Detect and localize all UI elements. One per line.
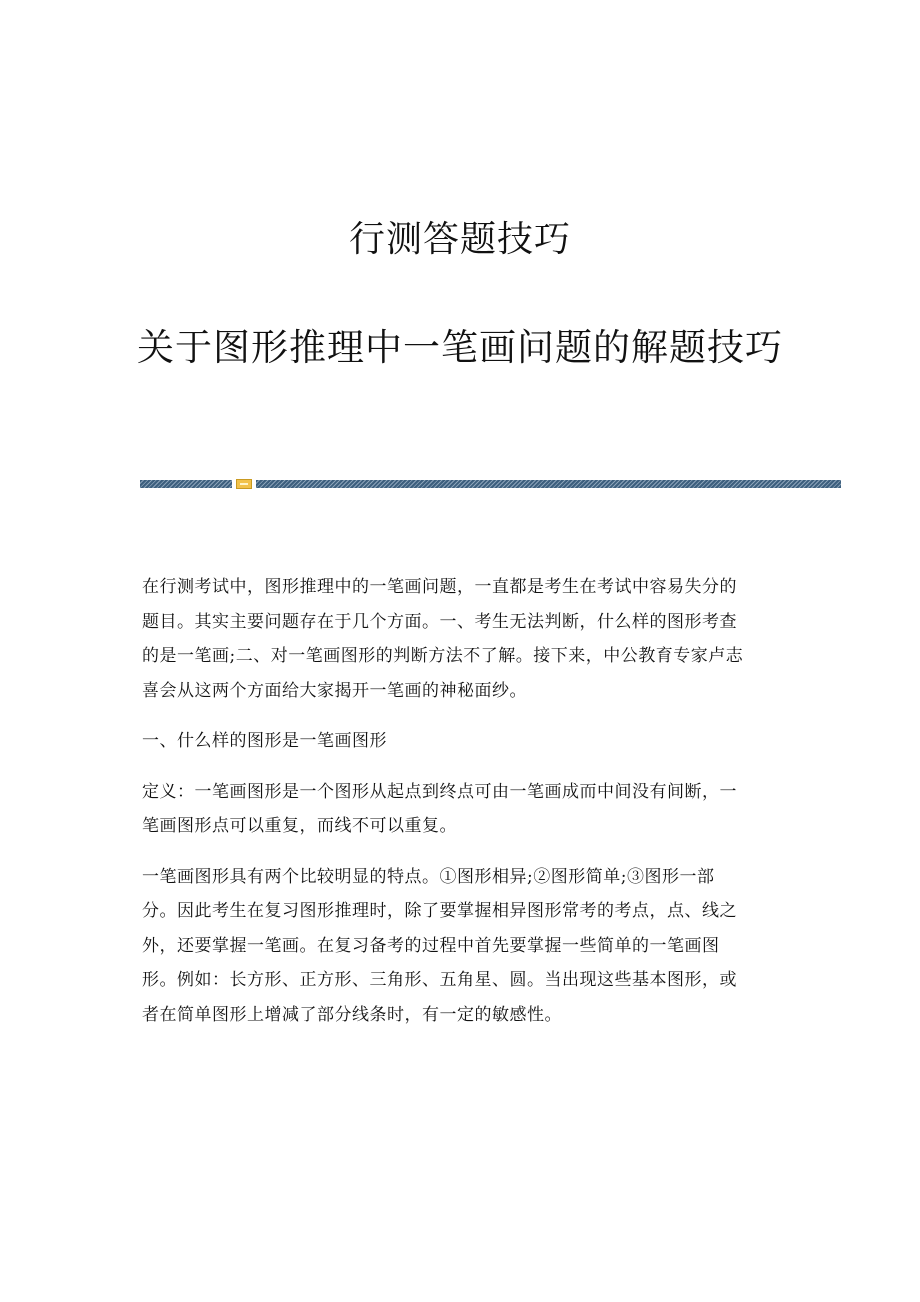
section-divider bbox=[140, 479, 841, 489]
paragraph-intro bbox=[142, 570, 774, 708]
paragraph-line: 定义：一笔画图形是一个图形从起点到终点可由一笔画成而中间没有间断，一 bbox=[142, 781, 737, 802]
paragraph-line: 分。因此考生在复习图形推理时，除了要掌握相异图形常考的考点，点、线之 bbox=[142, 901, 737, 921]
paragraph-line: 外，还要掌握一笔画。在复习备考的过程中首先要掌握一些简单的一笔画图 bbox=[142, 935, 720, 956]
paragraph-line: 一笔画图形具有两个比较明显的特点。①图形相异;②图形简单;③图形一部 bbox=[142, 866, 715, 887]
document-subtitle: 关于图形推理中一笔画问题的解题技巧 bbox=[137, 326, 783, 369]
paragraph-line: 形。例如：长方形、正方形、三角形、五角星、圆。当出现这些基本图形，或 bbox=[142, 970, 737, 990]
paragraph-definition bbox=[142, 775, 774, 844]
paragraph-line: 一、什么样的图形是一笔画图形 bbox=[142, 731, 387, 751]
divider-ornament-icon bbox=[236, 479, 252, 489]
paragraph-line: 笔画图形点可以重复，而线不可以重复。 bbox=[142, 816, 457, 836]
paragraph-line: 的是一笔画;二、对一笔画图形的判断方法不了解。接下来，中公教育专家卢志 bbox=[142, 646, 744, 666]
document-body bbox=[142, 570, 774, 1048]
paragraph-line: 喜会从这两个方面给大家揭开一笔画的神秘面纱。 bbox=[142, 680, 527, 701]
divider-bar-right bbox=[256, 480, 841, 488]
paragraph-line: 题目。其实主要问题存在于几个方面。一、考生无法判断，什么样的图形考查 bbox=[142, 611, 737, 632]
paragraph-line: 在行测考试中，图形推理中的一笔画问题，一直都是考生在考试中容易失分的 bbox=[142, 577, 737, 597]
document-title: 行测答题技巧 bbox=[348, 219, 571, 260]
section-heading bbox=[142, 724, 774, 759]
paragraph-line: 者在简单图形上增减了部分线条时，有一定的敏感性。 bbox=[142, 1004, 562, 1025]
divider-bar-left bbox=[140, 480, 232, 488]
paragraph-features bbox=[142, 860, 774, 1033]
